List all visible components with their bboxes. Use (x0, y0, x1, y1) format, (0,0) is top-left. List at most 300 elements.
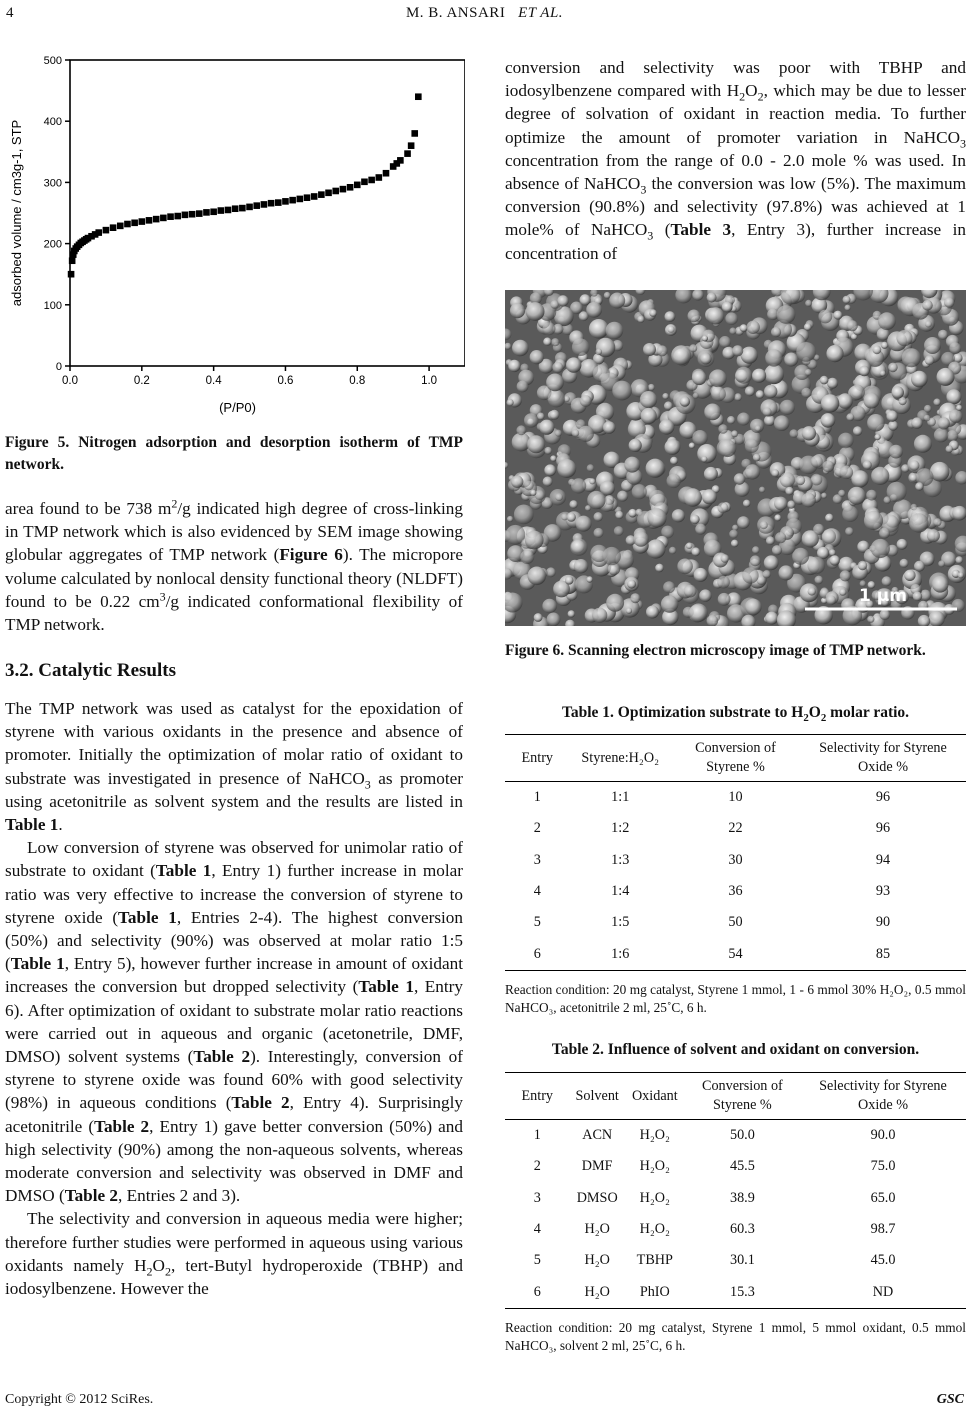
table-1-cell: 22 (728, 820, 743, 837)
sem-particle (721, 554, 730, 563)
sem-particle (692, 371, 707, 386)
sem-particle (775, 532, 786, 543)
table-1-row (505, 782, 966, 814)
left-paragraph-1: area found to be 738 $m^2/g$ indicated high degree of cross-linking in TMP network which is also evidenced by SEM image showing globular aggregates of TMP network (Figure 6). The micropore volume calculated by nonlocal density functional theory (NLDFT) found to be 0.22 $cm^3/g$ indicated conformational flexibility of TMP network. (5, 496, 464, 635)
table-2-cell: H₂O₂ (639, 1189, 670, 1206)
sem-particle (774, 497, 788, 511)
data-point (218, 207, 225, 214)
sem-particle (700, 353, 712, 365)
text: molar ratio. (826, 704, 910, 721)
sem-particle (896, 330, 912, 346)
sem-particle (646, 539, 665, 558)
table-2-note: Reaction condition: 20 mg catalyst, Styrene 1 mmol, 5 mmol oxidant, 0.5 mmol NaHCO₃, solvent 2 ml, 25˚C, 6 h. (505, 1320, 966, 1353)
data-point (261, 201, 268, 208)
sem-particle (946, 445, 953, 452)
sem-particle (586, 302, 602, 318)
table-1-row (505, 938, 966, 970)
data-point (282, 198, 289, 205)
sem-particle (612, 381, 632, 401)
sem-particle (881, 342, 888, 349)
data-point (411, 130, 418, 137)
text: , Entry 4). Surprisingly acetonitrile ( (5, 1093, 463, 1136)
table-2-title: Table 2. Influence of solvent and oxidant on conversion. (551, 1041, 920, 1058)
text: area found to be 738 m (5, 499, 172, 518)
sem-particle (937, 368, 955, 386)
data-point (153, 216, 160, 223)
sem-particle (882, 576, 892, 586)
sem-particle (578, 426, 594, 442)
table-1-cell: 4 (533, 883, 541, 900)
table-2-ref: Table 2 (193, 1047, 251, 1067)
sem-particle (949, 410, 962, 423)
y-axis-label: adsorbed volume / cm3g-1, STP (9, 119, 24, 307)
sem-particle (927, 529, 940, 542)
sem-particle (859, 366, 870, 377)
data-point (354, 182, 361, 189)
sem-particle (804, 323, 812, 331)
sem-particle (731, 430, 738, 437)
x-tick-label: 0.6 (277, 375, 294, 387)
sem-particle (544, 464, 556, 476)
sem-particle (888, 363, 898, 373)
sem-particle (801, 388, 811, 398)
table-2-ref: Table 2 (231, 1093, 290, 1113)
data-point (275, 199, 282, 206)
sem-particle (718, 424, 728, 434)
data-point (103, 227, 110, 234)
running-head-etal: ET AL. (518, 5, 564, 21)
data-point (404, 150, 411, 157)
sem-particle (863, 461, 872, 470)
data-point (408, 142, 415, 149)
sem-particle (587, 464, 594, 471)
text: , Entry 1) further increase in molar ratio was very effective to increase the conversion of styrene to styrene oxide ( (5, 861, 463, 927)
data-point (268, 200, 275, 207)
figure-6-caption-text: Scanning electron microscopy image of TMP network. (568, 642, 926, 659)
table-1-ref: Table 1 (118, 907, 177, 927)
text: , tert-Butyl hydroperoxide (TBHP) and iodosylbenzene. However the (5, 1255, 463, 1299)
sem-particle (888, 421, 898, 431)
sem-particle (689, 344, 697, 352)
data-point (253, 202, 260, 209)
sem-particle (524, 413, 538, 427)
table-1-cell: 1:5 (611, 914, 630, 931)
sem-particle (725, 312, 738, 325)
table-1-cell: 3 (533, 851, 541, 868)
x-tick-label: 0.2 (133, 375, 150, 387)
sem-particle (596, 349, 603, 356)
sem-particle (840, 570, 851, 581)
sem-particle (663, 581, 675, 593)
sem-particle (516, 425, 526, 435)
sem-particle (745, 439, 759, 453)
x-tick-label: 0.4 (205, 375, 222, 387)
sem-particle (525, 531, 544, 550)
sem-particle (732, 345, 743, 356)
sem-particle (771, 469, 779, 477)
sem-particle (871, 539, 890, 558)
sem-particle (544, 447, 552, 455)
table-2-header: Entry (505, 1073, 570, 1120)
sem-particle (557, 295, 568, 306)
data-point (95, 229, 102, 236)
sem-particle (755, 425, 761, 431)
sem-particle (765, 349, 782, 366)
table-2-cell: H₂O₂ (639, 1127, 670, 1144)
data-point (210, 208, 217, 215)
sem-particle (864, 393, 880, 409)
data-point (68, 271, 75, 278)
table-2 (505, 1072, 966, 1309)
sem-particle (764, 364, 784, 384)
data-point (311, 193, 318, 200)
sem-particle (647, 508, 666, 527)
footer-journal: GSC (936, 1392, 964, 1407)
sem-particle (722, 302, 733, 313)
sem-particle (805, 300, 812, 307)
table-1-cell: 96 (875, 820, 891, 837)
sem-particle (671, 345, 691, 365)
table-1-cell: 36 (728, 883, 743, 900)
sem-particle (845, 527, 853, 535)
footer-copyright: Copyright © 2012 SciRes. (5, 1392, 154, 1407)
table-2-cell: 30.1 (729, 1252, 755, 1269)
sem-particle (510, 303, 525, 318)
sem-particle (550, 455, 556, 461)
x-tick-label: 0.8 (349, 375, 366, 387)
sem-particle (704, 467, 718, 481)
isotherm-chart-svg (5, 48, 465, 428)
sem-particle (688, 310, 701, 323)
sem-particle (603, 547, 621, 565)
sem-particle (780, 400, 795, 415)
sem-particle (727, 416, 735, 424)
sem-particle (641, 408, 657, 424)
data-point (69, 257, 76, 264)
y-tick-label: 400 (43, 116, 62, 129)
sem-particle (731, 540, 739, 548)
table-1-header: Selectivity for Styrene Oxide % (800, 735, 966, 782)
table-1-cell: 1:3 (611, 851, 630, 868)
sem-particle (667, 474, 681, 488)
sem-particle (774, 415, 790, 431)
sem-particle (745, 599, 762, 616)
sem-particle (924, 337, 941, 354)
sem-particle (512, 340, 529, 357)
table-2-cell: DMF (581, 1158, 613, 1175)
data-point (415, 93, 422, 100)
table-1-cell: 5 (533, 914, 541, 931)
sem-particle (847, 320, 858, 331)
sem-particle (552, 362, 563, 373)
figure-5-caption (5, 432, 463, 476)
sem-particle (777, 305, 796, 324)
data-point (160, 215, 167, 222)
figure-5-caption-text: Nitrogen adsorption and desorption isotherm of TMP network. (5, 434, 464, 473)
sem-particle (846, 413, 854, 421)
figure-6-ref: Figure 6 (279, 545, 343, 565)
text: , Entries 2 and 3). (118, 1186, 241, 1206)
sem-particle (630, 593, 640, 603)
sem-particle (665, 439, 681, 455)
table-2-cell: 1 (533, 1127, 541, 1144)
table-2-cell: 98.7 (870, 1221, 896, 1238)
sem-particle (818, 310, 832, 324)
table-2-cell: PhIO (625, 1276, 685, 1308)
sem-particle (527, 435, 545, 453)
sem-particle (692, 430, 707, 445)
data-point (117, 223, 124, 230)
right-body: conversion and selectivity was poor with TBHP and iodosylbenzene compared with $H_2O_2$, which may be due to lesser degree of solvation of oxidant in reaction media. To further optimize the amount of promoter variation in NaHCO$_3$ concentration from the range of 0.0 - 2.0 mole % was used. In absence of NaHCO$_3$ the conversion was low (5%). The maximum conversion (90.8%) and selectivity (97.8%) was achieved at 1 mole% of NaHCO$_3$ (Table 3, Entry 3), further increase in concentration of (505, 58, 967, 263)
table-1-cell: 1:2 (611, 820, 630, 837)
table-2-cell: DMSO (576, 1189, 618, 1206)
sem-particle (572, 429, 580, 437)
sem-particle (933, 399, 940, 406)
table-1-header: Styrene:H₂O₂ (570, 735, 671, 782)
data-point (225, 207, 232, 214)
table-1-cell: 54 (671, 938, 800, 970)
sem-particle (866, 490, 877, 501)
sem-particle (643, 343, 656, 356)
table-1-title: Table 1. Optimization substrate to $H_2O_2$ molar ratio. (561, 704, 910, 725)
sem-particle (763, 408, 772, 417)
text: , Entry 6). After optimization of oxidant to substrate molar ratio reactions were carried out in aqueous and organic (acetonetrile, DMF, DMSO) solvent systems ( (5, 977, 463, 1067)
text: ). The micropore volume calculated by nonlocal density functional theory (NLDFT) found to be 0.22 cm (5, 545, 464, 611)
sem-particle (750, 555, 761, 566)
table-2-cell: 5 (533, 1252, 541, 1269)
sem-particle (734, 473, 745, 484)
x-tick-label: 0.0 (62, 375, 78, 387)
sem-particle (913, 592, 923, 602)
text: ). Interestingly, conversion of styrene to styrene oxide was found 60% with good selectivity (98%) in aqueous conditions ( (5, 1047, 463, 1113)
sem-particle (551, 338, 559, 346)
text: The TMP network was used as catalyst for the epoxidation of styrene with various oxidants in the presence and absence of promoter. Initially the optimization of molar ratio of oxidant to substrate was investigated in presence of NaHCO (5, 699, 463, 788)
data-point (361, 178, 368, 185)
sem-particle (569, 500, 577, 508)
sem-particle (802, 530, 819, 547)
sem-particle (790, 429, 799, 438)
table-1-ref: Table 1 (155, 861, 212, 881)
sem-particle (829, 549, 836, 556)
sem-particle (938, 417, 950, 429)
table-1-row (505, 845, 966, 876)
table-2-header: Oxidant (625, 1073, 685, 1120)
data-point (246, 204, 253, 211)
data-point (203, 209, 210, 216)
sem-particle (886, 410, 897, 421)
text: as promoter using acetonitrile as solvent system and the results are listed in (5, 768, 463, 811)
table-1-cell: 30 (728, 851, 743, 868)
sem-particle (637, 316, 644, 323)
running-head (0, 5, 969, 22)
table-1-cell: 1:1 (611, 789, 630, 806)
sem-particle (826, 595, 836, 605)
table-1-cell: 1:6 (570, 938, 671, 970)
sem-particle (853, 426, 862, 435)
sem-particle (528, 567, 547, 586)
sem-particle (587, 576, 593, 582)
sem-particle (665, 311, 676, 322)
sem-particle (640, 391, 657, 408)
sem-particle (655, 564, 664, 573)
sem-particle (555, 493, 563, 501)
table-1-cell: 1:4 (611, 883, 630, 900)
sem-particle (925, 321, 932, 328)
table-1-cell: 6 (505, 938, 570, 970)
sem-particle (603, 421, 616, 434)
sem-particle (507, 399, 514, 406)
sem-particle (764, 415, 775, 426)
sem-particle (729, 530, 738, 539)
sem-particle (587, 491, 605, 509)
sem-particle (534, 613, 543, 622)
table-2-cell: 6 (505, 1276, 570, 1308)
sem-particle (889, 445, 903, 459)
table-2-row (505, 1120, 966, 1152)
sem-particle (741, 347, 758, 364)
table-2-ref: Table 2 (64, 1186, 119, 1206)
table-1-cell: 93 (875, 883, 891, 900)
sem-particle (915, 482, 923, 490)
sem-particle (565, 576, 574, 585)
sem-particle (838, 433, 854, 449)
table-1-row (505, 876, 966, 907)
table-2-cell: 4 (533, 1221, 541, 1238)
data-point (196, 210, 203, 217)
sem-particle (925, 355, 935, 365)
sem-particle (900, 559, 909, 568)
sem-particle (701, 456, 707, 462)
text: , Entries 2-4). The highest conversion (50%) and selectivity (90%) was observed at molar ratio 1:5 ( (5, 907, 463, 974)
sem-particle (909, 513, 928, 532)
data-point (340, 186, 347, 193)
sem-particle (606, 594, 624, 612)
text: , Entry 3), further increase in concentration of (505, 220, 966, 263)
text: concentration from the range of 0.0 - 2.0 mole % was used. In absence of NaHCO (505, 150, 966, 194)
data-point (167, 213, 174, 220)
sem-particle (735, 367, 752, 384)
sem-particle (589, 319, 609, 339)
text: /g indicated conformational flexibility of TMP network. (5, 591, 463, 635)
left-body: The TMP network was used as catalyst for the epoxidation of styrene with various oxidants in the presence and absence of promoter. Initially the optimization of molar ratio of oxidant to substrate was investigated in presence of NaHCO$_3$ as promoter using acetonitrile as solvent system and the results are listed in Table 1. Low conversion of styrene was observed for unimolar ratio of substrate to oxidant (Table 1, Entry 1) further increase in molar ratio was very effective to increase the conversion of styrene to styrene oxide (Table 1, Entries 2-4). The highest conversion (50%) and selectivity (90%) was observed at molar ratio 1:5 (Table 1, Entry 5), however further increase in amount of oxidant increases the conversion but dropped selectivity (Table 1, Entry 6). After optimization of oxidant to substrate molar ratio reactions were carried out in aqueous and organic (acetonetrile, DMF, DMSO) solvent systems (Table 2). Interestingly, conversion of styrene to styrene oxide was found 60% with good selectivity (98%) in aqueous conditions (Table 2, Entry 4). Surprisingly acetonitrile (Table 2, Entry 1) gave better conversion (50%) and high selectivity (90%) among the non-aqueous solvents, whereas moderate conversion and selectivity was observed in DMF and DMSO (Table 2, Entries 2 and 3). The selectivity and conversion in aqueous media were higher; therefore further studies were performed in aqueous using various oxidants namely $H_2O_2$, tert-Butyl hydroperoxide (TBHP) and iodosylbenzene. However the (5, 699, 463, 1299)
sem-particle (878, 312, 896, 330)
data-point (239, 205, 246, 212)
sem-particle (514, 505, 534, 525)
sem-particle (648, 384, 655, 391)
sem-particle (938, 330, 948, 340)
table-2-row (505, 1151, 966, 1182)
sem-particle (718, 502, 729, 513)
sem-particle (766, 536, 775, 545)
table-2-ref: Table 2 (94, 1116, 150, 1136)
sem-particle (924, 405, 932, 413)
sem-particle (914, 435, 932, 453)
sem-particle (669, 547, 676, 554)
sem-particle (659, 419, 674, 434)
sem-particle (956, 405, 962, 411)
sem-particle (546, 374, 564, 392)
data-point (376, 174, 383, 181)
table-2-cell: 2 (533, 1158, 541, 1175)
sem-particle (880, 370, 886, 376)
sem-particle (615, 511, 623, 519)
table-2-cell: H₂O (570, 1276, 625, 1308)
sem-particle (646, 459, 665, 478)
sem-particle (830, 555, 840, 565)
sem-particle (737, 413, 750, 426)
sem-particle (811, 474, 823, 486)
scale-bar-label: 1 μm (859, 586, 907, 606)
sem-particle (686, 542, 693, 549)
sem-particle (801, 493, 816, 508)
table-2-header: Solvent (570, 1073, 625, 1120)
table-2-cell: 65.0 (870, 1189, 896, 1206)
table-3-ref: Table 3 (670, 220, 732, 240)
sem-particle (880, 609, 891, 620)
sem-particle (796, 476, 806, 486)
data-point (383, 170, 390, 177)
table-1 (505, 734, 966, 971)
data-point (110, 224, 117, 231)
sem-particle (507, 516, 513, 522)
sem-particle (752, 546, 760, 554)
sem-particle (609, 293, 625, 309)
sem-particle (524, 481, 534, 491)
table-1-ref: Table 1 (5, 815, 59, 835)
text: , Entry 1) gave better conversion (50%) and high selectivity (90%) among the non-aqueous solvents, whereas moderate conversion and selectivity was observed in DMF and DMSO ( (5, 1116, 463, 1206)
data-point (297, 196, 304, 203)
sem-particle (632, 484, 647, 499)
table-2-cell: H₂O (584, 1221, 610, 1238)
table-1-cell: 10 (728, 789, 743, 806)
sem-particle (879, 528, 890, 539)
sem-particle (924, 415, 930, 421)
sem-particle (826, 345, 843, 362)
sem-particle (689, 604, 708, 623)
sem-particle (548, 390, 565, 407)
sem-particle (707, 293, 717, 303)
text: the conversion was low (5%). The maximum conversion (90.8%) and selectivity (97.8%) was achieved at 1 mole% of NaHCO (505, 174, 967, 240)
sem-particle (646, 606, 659, 619)
table-2-cell: 38.9 (729, 1189, 755, 1206)
data-point (347, 184, 354, 191)
sem-particle (934, 518, 942, 526)
sem-particle (875, 434, 881, 440)
sem-particle (833, 311, 842, 320)
sem-particle (787, 501, 795, 509)
sem-particle (764, 555, 779, 570)
sem-particle (517, 381, 529, 393)
figure-6-label: Figure 6. (505, 642, 565, 659)
sem-particle (543, 322, 556, 335)
sem-particle (840, 466, 853, 479)
sem-particle (555, 430, 562, 437)
table-2-cell: H₂O₂ (639, 1158, 670, 1175)
sem-particle (848, 487, 866, 505)
sem-particle (740, 324, 748, 332)
data-point (146, 217, 153, 224)
sem-particle (572, 338, 590, 356)
data-point (131, 219, 138, 226)
sem-particle (580, 395, 592, 407)
data-point (139, 218, 146, 225)
sem-particle (897, 539, 908, 550)
data-point (397, 157, 404, 164)
data-point (189, 211, 196, 218)
table-2-cell: ACN (582, 1127, 613, 1144)
data-point (174, 213, 181, 220)
table-1-row (505, 907, 966, 938)
